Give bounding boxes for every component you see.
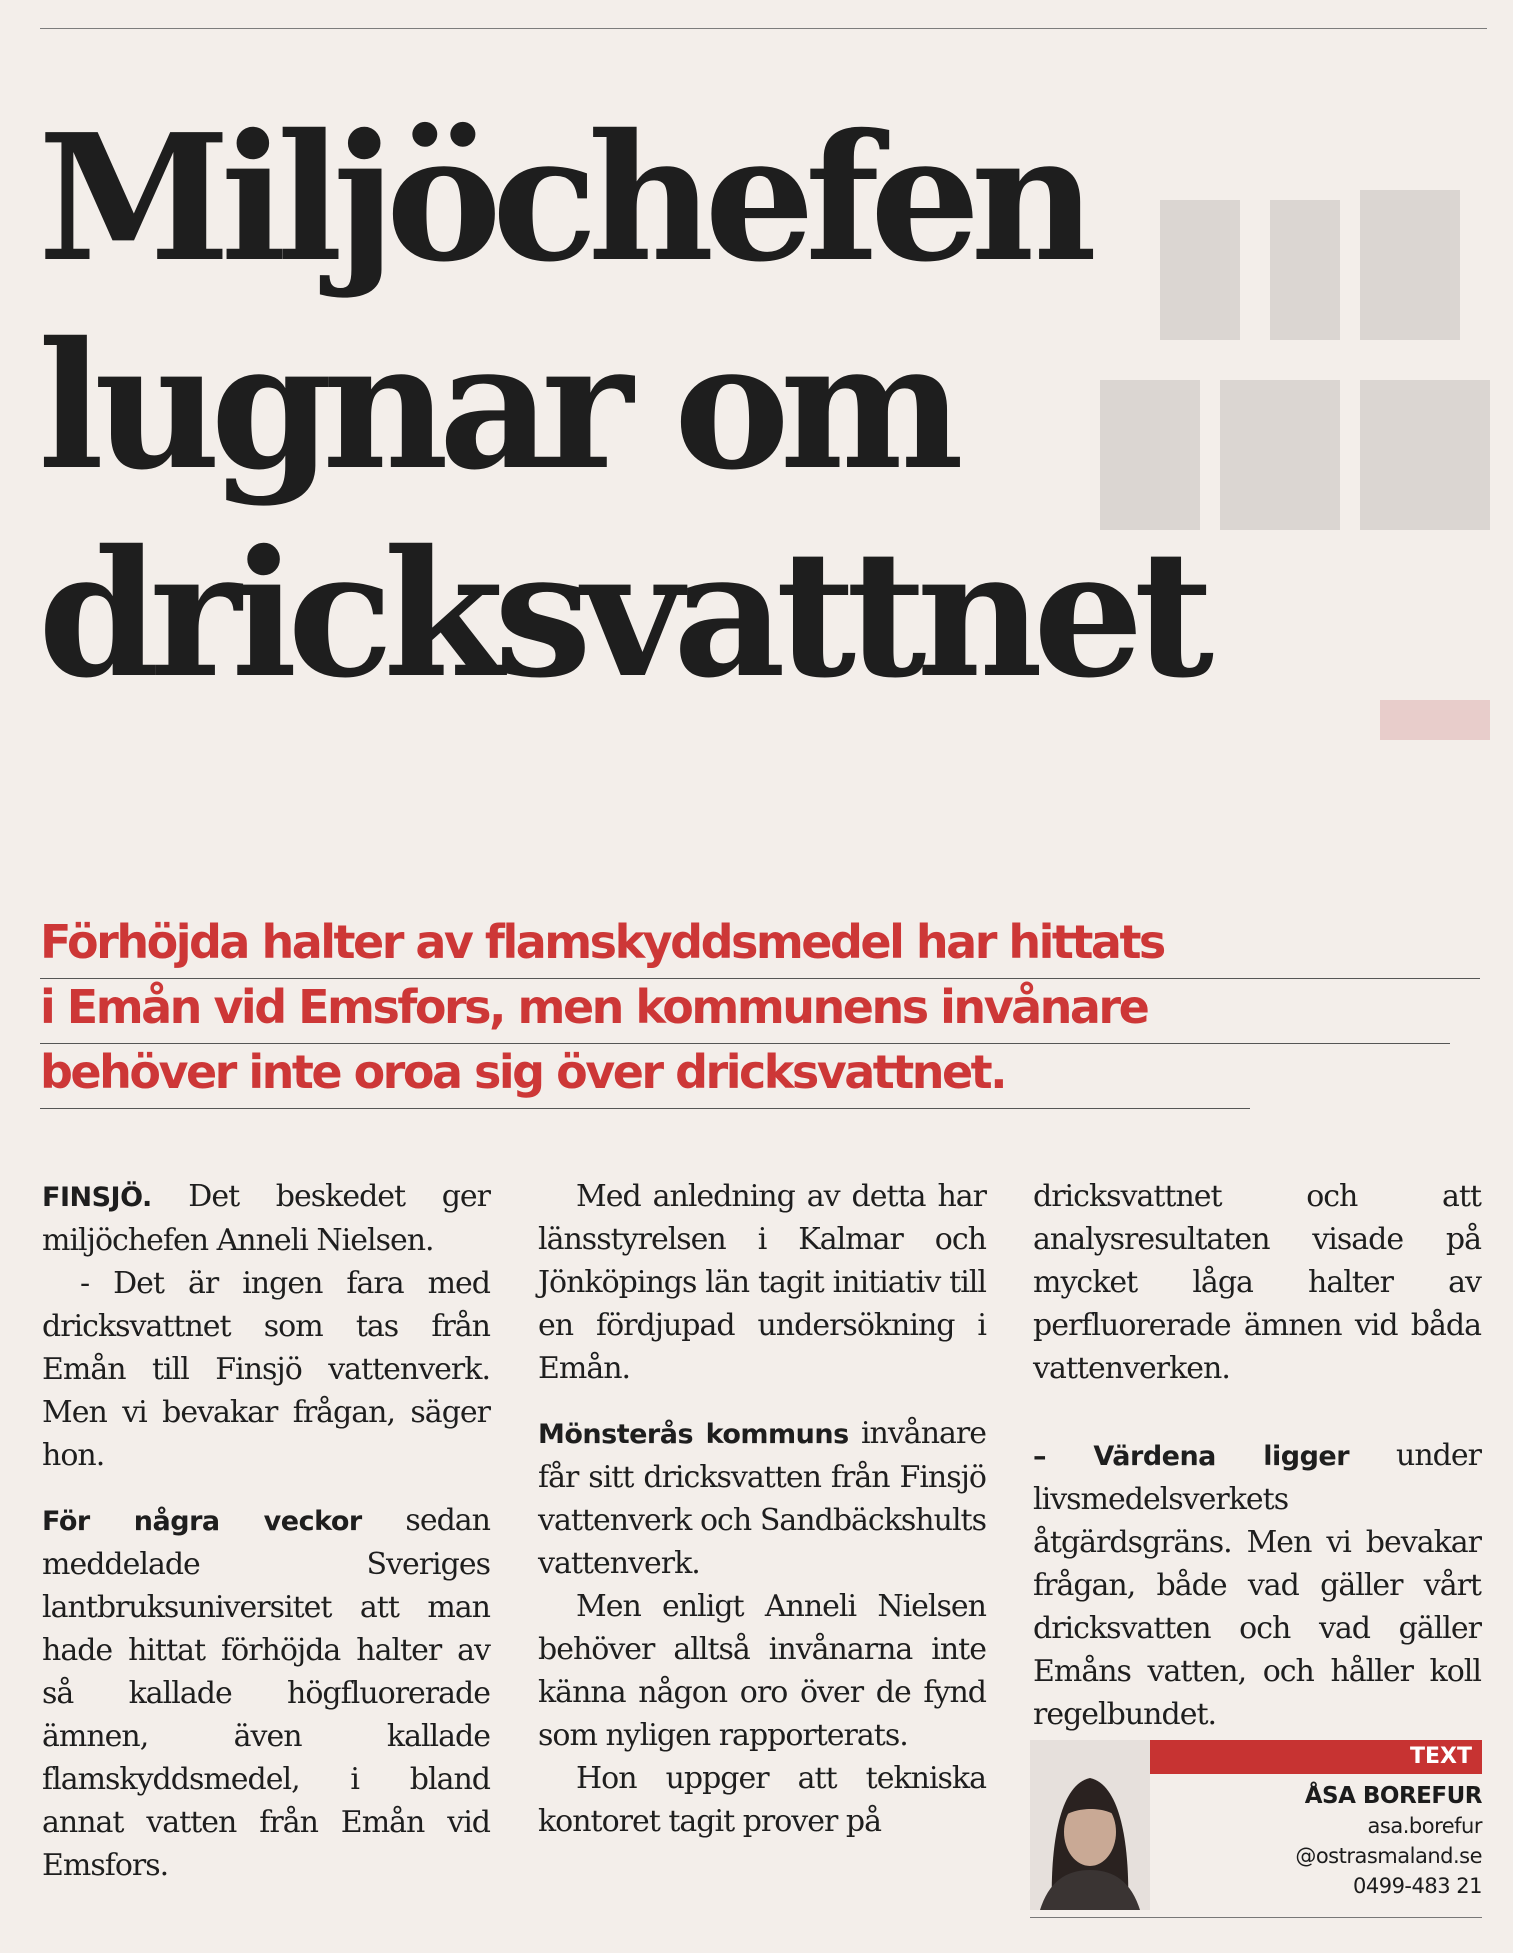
author-photo (1030, 1740, 1150, 1910)
paragraph (42, 1499, 490, 1887)
author-byline (1030, 1740, 1482, 1910)
paragraph: Men enligt Anneli Nielsen behöver alltså invånarna inte känna någon oro över de fynd som nyligen rapporterats. (538, 1589, 986, 1753)
ingress-underline-1 (40, 978, 1480, 979)
author-name: ÅSA BOREFUR (1304, 1783, 1482, 1809)
headline (38, 95, 1478, 719)
top-rule (40, 28, 1487, 29)
bottom-rule (1030, 1917, 1482, 1918)
author-email-domain: @ostrasmaland.se (1295, 1844, 1482, 1868)
paragraph-text: sedan meddelade Sveriges lantbruksuniversitet att man hade hittat förhöjda halter av så kallade högfluorerade ämnen, även kallade flamskyddsmedel, i bland annat vatten från Emån vid Emsfors. (42, 1503, 490, 1883)
paragraph-lead: Mönsterås kommuns (538, 1419, 849, 1450)
dateline: FINSJÖ. (42, 1182, 152, 1213)
byline-tag: TEXT (1150, 1740, 1482, 1774)
paragraph-text: under livsmedelsverkets åtgärdsgräns. Men vi bevakar frågan, både vad gäller vårt dricksvatten och vad gäller Emåns vatten, och håller koll regelbundet. (1033, 1438, 1481, 1732)
paragraph: dricksvattnet och att analysresultaten visade på mycket låga halter av perfluorerade ämnen vid båda vattenverken. (1033, 1179, 1481, 1386)
ingress-underline-3 (40, 1108, 1250, 1109)
paragraph-lead: – Värdena ligger (1033, 1441, 1350, 1472)
body-column-2 (538, 1175, 986, 1843)
ingress-line-2: i Emån vid Emsfors, men kommunens invånare (40, 980, 1148, 1034)
ingress-line-3: behöver inte oroa sig över dricksvattnet. (40, 1045, 1006, 1099)
ingress (40, 910, 1480, 1105)
body-column-1 (42, 1175, 490, 1887)
paragraph-text: Det beskedet ger miljöchefen Anneli Nielsen. (42, 1179, 490, 1258)
body-column-3 (1033, 1175, 1481, 1736)
paragraph: - Det är ingen fara med dricksvattnet som tas från Emån till Finsjö vattenverk. Men vi bevakar frågan, säger hon. (42, 1266, 490, 1473)
paragraph: Med anledning av detta har länsstyrelsen i Kalmar och Jönköpings län tagit initiativ till en fördjupad undersökning i Emån. (538, 1179, 986, 1386)
author-phone: 0499-483 21 (1352, 1874, 1482, 1898)
ingress-line-1: Förhöjda halter av flamskyddsmedel har hittats (40, 915, 1164, 969)
headline-line-2: lugnar om (38, 305, 954, 509)
paragraph: Hon uppger att tekniska kontoret tagit prover på (538, 1761, 986, 1839)
paragraph (538, 1412, 986, 1585)
paragraph (1033, 1434, 1481, 1736)
headline-line-1: Miljöchefen (38, 97, 1088, 301)
paragraph-lead: För några veckor (42, 1506, 362, 1537)
headline-line-3: dricksvattnet (38, 513, 1205, 717)
ingress-underline-2 (40, 1043, 1450, 1044)
paragraph-text: invånare får sitt dricksvatten från Finsjö vattenverk och Sandbäckshults vattenverk. (538, 1416, 986, 1581)
paragraph (42, 1175, 490, 1262)
author-email-user: asa.borefur (1367, 1814, 1482, 1838)
